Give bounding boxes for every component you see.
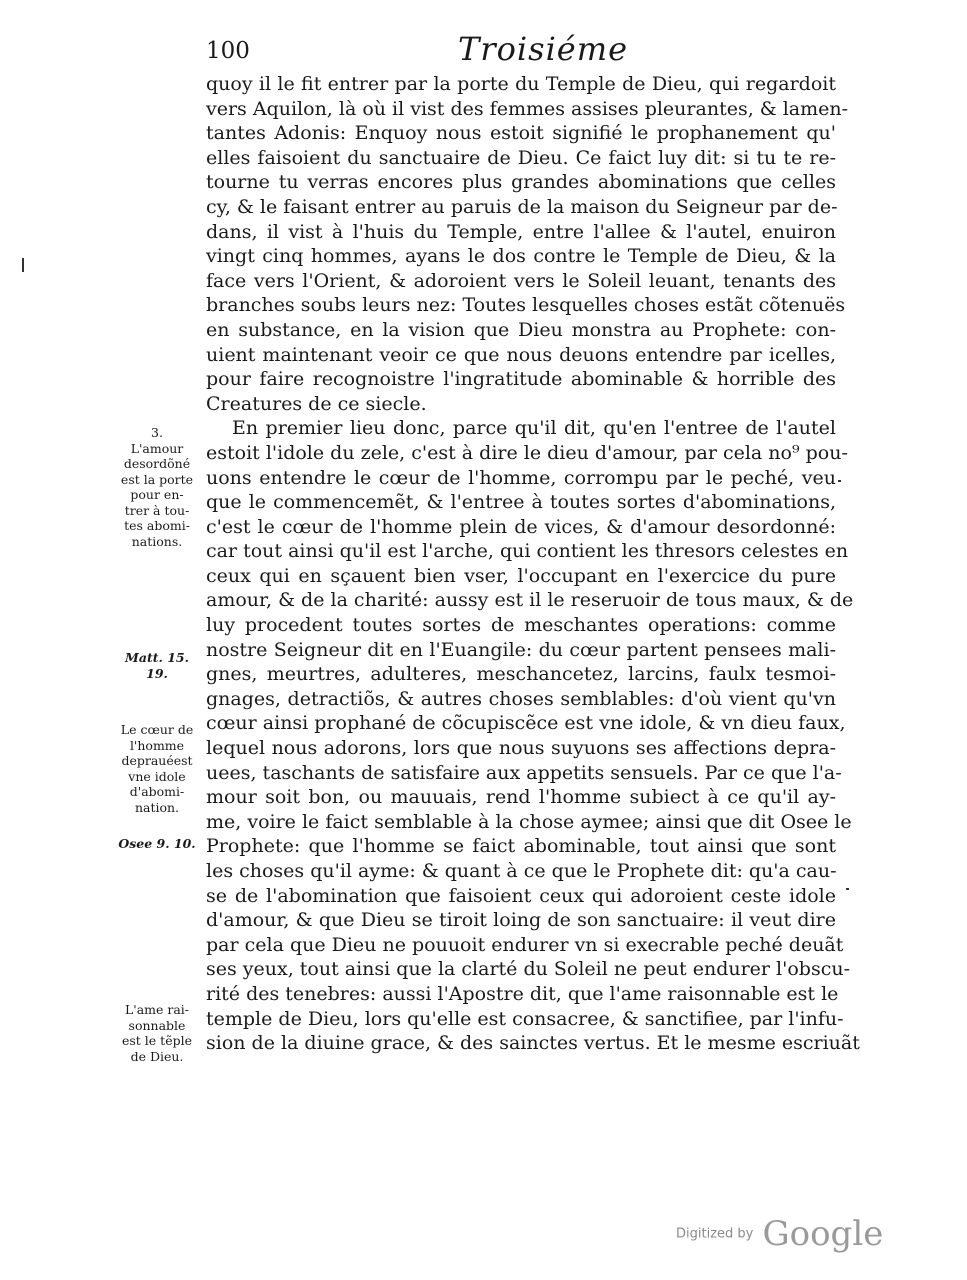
google-logo: Google — [762, 1214, 884, 1254]
note-line: de Dieu. — [130, 1048, 184, 1064]
note-line: pour en- — [130, 487, 184, 502]
scripture-reference: 19. — [146, 665, 168, 681]
margin-note-heart — [112, 722, 202, 815]
paragraph-2 — [206, 416, 860, 1055]
margin-note-matthew — [112, 650, 202, 681]
body-text — [206, 72, 860, 1056]
text-line: rité des tenebres: aussi l'Apostre dit, que l'ame raisonnable est le — [206, 982, 839, 1005]
text-line: par cela que Dieu ne pouuoit endurer vn si execrable peché deuãt — [206, 933, 844, 956]
text-line: estoit l'idole du zele, c'est à dire le dieu d'amour, par cela no⁹ pou- — [206, 441, 848, 464]
note-line: Le cœur de — [120, 722, 194, 737]
text-line: Creatures de ce siecle. — [206, 392, 427, 415]
note-line: L'amour — [130, 440, 184, 456]
text-line: amour, & de la charité: aussy est il le reseruoir de tous maux, & de — [206, 589, 854, 612]
text-line: que le commencemẽt, & l'entree à toutes sortes d'abominations, — [206, 491, 836, 514]
text-line: vingt cinq hommes, ayans le dos contre le Temple de Dieu, & la — [206, 245, 836, 268]
text-line: quoy il le fit entrer par la porte du Temple de Dieu, qui regardoit — [206, 73, 836, 95]
text-line: pour faire recognoistre l'ingratitude abominable & horrible des — [206, 368, 836, 391]
text-line: lequel nous adorons, lors que nous suyuons ses affections depra- — [206, 737, 836, 760]
paragraph-1 — [206, 72, 849, 416]
note-line: tes abomi- — [124, 518, 190, 533]
text-line: temple de Dieu, lors qu'elle est consacree, & sanctifiee, par l'infu- — [206, 1007, 844, 1030]
text-line: car tout ainsi qu'il est l'arche, qui contient les thresors celestes en — [206, 540, 849, 563]
note-line: L'ame rai- — [124, 1002, 190, 1017]
watermark-prefix: Digitized by — [676, 1226, 754, 1242]
text-line: elles faisoient du sanctuaire de Dieu. Ce faict luy dit: si tu te re- — [206, 146, 836, 169]
page-number: 100 — [206, 38, 250, 64]
text-line: uient maintenant veoir ce que nous deuons entendre par icelles, — [206, 343, 836, 366]
text-line: luy procedent toutes sortes de meschantes operations: comme — [206, 614, 836, 637]
margin-mark — [838, 480, 841, 482]
text-line: dans, il vist à l'huis du Temple, entre l'allee & l'autel, enuiron — [206, 220, 836, 243]
text-line: se de l'abomination que faisoient ceux qui adoroient ceste idole — [206, 884, 836, 907]
scripture-reference: Matt. 15. — [125, 650, 189, 665]
note-line: est le tẽple — [122, 1033, 192, 1048]
text-line: nostre Seigneur dit en l'Euangile: du cœur partent pensees mali- — [206, 638, 836, 661]
text-line: ses yeux, tout ainsi que la clarté du Soleil ne peut endurer l'obscu- — [206, 958, 850, 981]
note-line: vne idole — [128, 768, 186, 784]
note-line: desordõné — [123, 456, 191, 471]
margin-mark — [846, 888, 849, 890]
text-line: uees, taschants de satisfaire aux appetits sensuels. Par ce que l'a- — [206, 761, 842, 784]
text-line: tourne tu verras encores plus grandes abominations que celles — [206, 171, 836, 194]
note-line: d'abomi- — [129, 784, 185, 799]
text-line: me, voire le faict semblable à la chose aymee; ainsi que dit Osee le — [206, 810, 852, 833]
margin-mark — [22, 258, 24, 272]
note-line: trer à tou- — [124, 502, 190, 518]
running-title: Troisiéme — [458, 30, 629, 68]
margin-note-love — [112, 425, 202, 549]
digitized-by-google-watermark — [676, 1214, 883, 1254]
text-line: uons entendre le cœur de l'homme, corrompu par le peché, veu — [206, 466, 836, 489]
note-line: nations. — [131, 533, 183, 549]
text-line: branches soubs leurs nez: Toutes lesquelles choses estãt cõtenuës — [206, 294, 846, 317]
text-line: c'est le cœur de l'homme plein de vices, & d'amour desordonné: — [206, 515, 836, 538]
text-line: gnages, detractiõs, & autres choses semblables: d'où vient qu'vn — [206, 687, 836, 710]
note-line: sonnable — [128, 1017, 186, 1033]
text-line: cy, & le faisant entrer au paruis de la maison du Seigneur par de- — [206, 195, 838, 218]
text-line: les choses qu'il ayme: & quant à ce que le Prophete dit: qu'a cau- — [206, 860, 837, 882]
margin-note-osee — [112, 836, 202, 852]
text-line: en substance, en la vision que Dieu monstra au Prophete: con- — [206, 318, 836, 341]
scripture-reference: Osee 9. 10. — [118, 836, 196, 851]
text-line: d'amour, & que Dieu se tiroit loing de son sanctuaire: il veut dire — [206, 909, 836, 932]
text-line: tantes Adonis: Enquoy nous estoit signifié le prophanement qu' — [206, 122, 836, 145]
text-line: cœur ainsi prophané de cõcupiscẽce est vne idole, & vn dieu faux, — [206, 712, 846, 735]
note-line: deprauéest — [121, 753, 193, 768]
text-line: gnes, meurtres, adulteres, meschancetez, larcins, faulx tesmoi- — [206, 663, 836, 686]
text-line: face vers l'Orient, & adoroient vers le Soleil leuant, tenants des — [206, 269, 836, 292]
text-line: vers Aquilon, là où il vist des femmes assises pleurantes, & lamen- — [206, 97, 849, 120]
note-line: est la porte — [120, 471, 194, 487]
note-line: l'homme — [129, 737, 185, 753]
text-line: sion de la diuine grace, & des sainctes vertus. Et le mesme escriuãt — [206, 1032, 860, 1055]
note-number: 3. — [151, 425, 163, 440]
note-line: nation. — [134, 799, 180, 815]
margin-note-soul — [112, 1002, 202, 1064]
text-line: Prophete: que l'homme se faict abominable, tout ainsi que sont — [206, 835, 836, 858]
text-line: mour soit bon, ou mauuais, rend l'homme subiect à ce qu'il ay- — [206, 786, 836, 809]
text-line: En premier lieu donc, parce qu'il dit, qu'en l'entree de l'autel — [232, 417, 836, 440]
text-line: ceux qui en sçauent bien vser, l'occupant en l'exercice du pure — [206, 564, 836, 587]
